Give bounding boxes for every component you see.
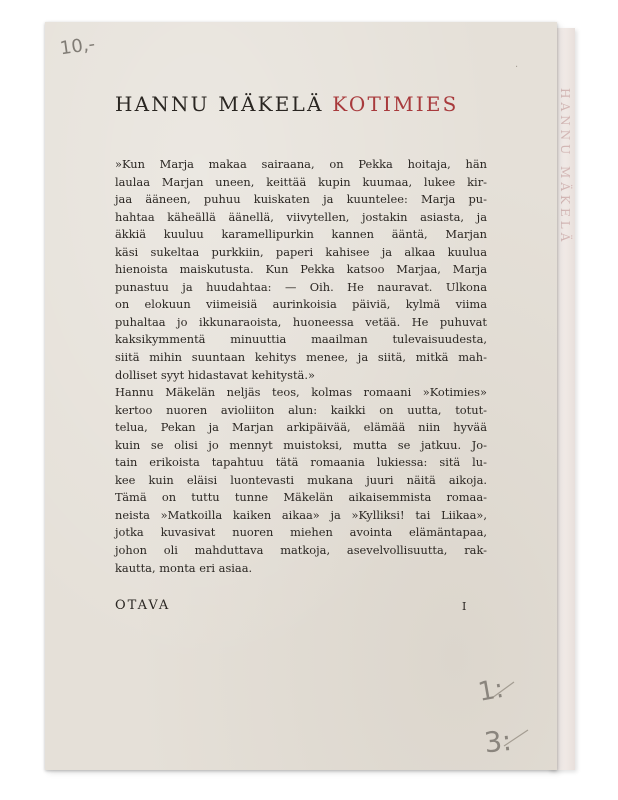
- blurb-line: hienoista maiskutusta. Kun Pekka katsoo Marjaa, Marja: [115, 262, 487, 277]
- author-name: HANNU MÄKELÄ: [115, 92, 324, 116]
- blurb-line: kee kuin eläisi luontevasti mukana juuri näitä aikoja.: [115, 472, 487, 487]
- page-number: I: [462, 600, 467, 613]
- title-line: [115, 92, 459, 116]
- pencil-scribbles: [470, 660, 550, 760]
- pencil-note-1: 1:: [475, 673, 506, 708]
- spine-text: HANNU MÄKELÄ: [558, 88, 572, 246]
- blurb-line: siitä mihin suuntaan kehitys menee, ja siitä, mitkä mah-: [115, 350, 487, 365]
- blurb-line: telua, Pekan ja Marjan arkipäivää, elämää niin hyvää: [115, 420, 487, 435]
- blurb-line: äkkiä kuuluu karamellipurkin kannen ääntä, Marjan: [115, 227, 487, 242]
- blurb-line: »Kun Marja makaa sairaana, on Pekka hoitaja, hän: [115, 157, 487, 171]
- pencil-price-note: 10,-: [58, 33, 97, 60]
- blurb-line: punastuu ja huudahtaa: — Oih. He nauravat. Ulkona: [115, 279, 487, 294]
- corner-mark: ·: [515, 62, 519, 73]
- blurb-line: puhaltaa jo ikkunaraoista, huoneessa vetää. He puhuvat: [115, 314, 487, 329]
- blurb-text: [115, 156, 487, 577]
- blurb-line: tain erikoista tapahtuu tätä romaania lukiessa: sitä lu-: [115, 455, 487, 470]
- blurb-line: neista »Matkoilla kaiken aikaa» ja »Kylliksi! tai Liikaa»,: [115, 507, 487, 522]
- blurb-line: jotka kuvasivat nuoren miehen avointa elämäntapaa,: [115, 525, 487, 540]
- blurb-line: dolliset syyt hidastavat kehitystä.»: [115, 367, 315, 382]
- blurb-line: kautta, monta eri asiaa.: [115, 560, 253, 575]
- publisher-name: OTAVA: [115, 598, 171, 613]
- blurb-line: johon oli mahduttava matkoja, asevelvollisuutta, rak-: [115, 543, 487, 558]
- pencil-note-2: 3:: [482, 723, 514, 760]
- blurb-line: laulaa Marjan uneen, keittää kupin kuumaa, lukee kir-: [115, 174, 487, 189]
- blurb-line: kuin se olisi jo mennyt muistoksi, mutta se jatkuu. Jo-: [115, 437, 487, 452]
- blurb-line: hahtaa käheällä äänellä, viivytellen, jostakin asiasta, ja: [115, 209, 487, 224]
- blurb-line: kertoo nuoren avioliiton alun: kaikki on uutta, totut-: [115, 402, 487, 417]
- blurb-line: on elokuun viimeisiä aurinkoisia päiviä, kylmä viima: [115, 297, 487, 312]
- blurb-line: jaa ääneen, puhuu kuiskaten ja kuuntelee: Marja pu-: [115, 192, 487, 207]
- blurb-line: Hannu Mäkelän neljäs teos, kolmas romaani »Kotimies»: [115, 385, 487, 400]
- book-title: KOTIMIES: [332, 92, 459, 116]
- blurb-line: käsi sukeltaa purkkiin, paperi kahisee ja alkaa kuulua: [115, 244, 487, 259]
- blurb-line: kaksikymmentä minuuttia maailman tulevaisuudesta,: [115, 332, 487, 347]
- blurb-line: Tämä on tuttu tunne Mäkelän aikaisemmista romaa-: [115, 490, 487, 505]
